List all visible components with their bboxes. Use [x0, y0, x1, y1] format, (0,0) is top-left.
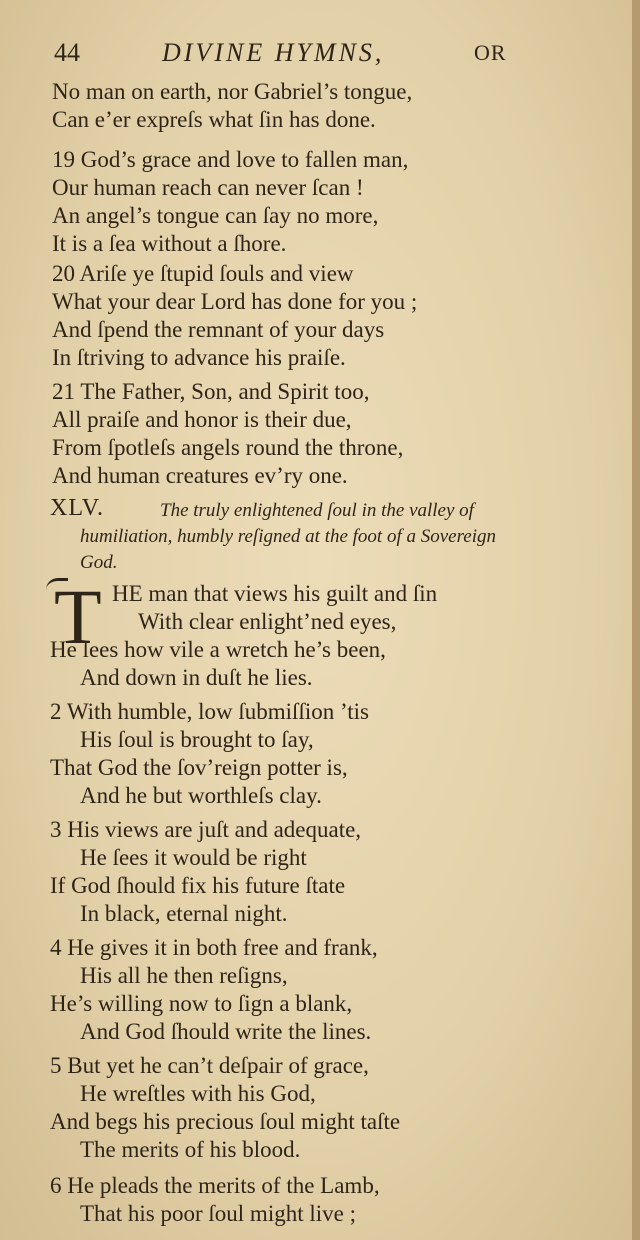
- verse-line: With clear enlight’ned eyes,: [138, 609, 397, 634]
- verse-line: Our human reach can never ſcan !: [52, 175, 364, 200]
- verse-line: That God the ſov’reign potter is,: [50, 755, 348, 780]
- verse-line: If God ſhould fix his future ſtate: [50, 873, 346, 898]
- verse-line: His all he then reſigns,: [80, 963, 288, 988]
- verse-line: 6 He pleads the merits of the Lamb,: [50, 1173, 380, 1198]
- hymn-number: XLV.: [50, 495, 105, 521]
- verse-line: And God ſhould write the lines.: [80, 1019, 372, 1044]
- verse-line: Can e’er expreſs what ſin has done.: [52, 107, 376, 132]
- verse-line: He ſees it would be right: [80, 845, 307, 870]
- verse-line: And begs his precious ſoul might taſte: [50, 1109, 401, 1134]
- verse-line: The merits of his blood.: [80, 1137, 301, 1162]
- hymn-title-line: humiliation, humbly reſigned at the foot of a Sovereign: [80, 526, 497, 547]
- verse-line: In ſtriving to advance his praiſe.: [52, 345, 346, 370]
- verse-line: 2 With humble, low ſubmiſſion ’tis: [50, 699, 369, 724]
- verse-line: 21 The Father, Son, and Spirit too,: [52, 379, 370, 404]
- verse-line: He ſees how vile a wretch he’s been,: [50, 637, 386, 662]
- running-title-or: OR: [474, 40, 507, 65]
- verse-line: 19 God’s grace and love to fallen man,: [52, 147, 409, 172]
- verse-line: All praiſe and honor is their due,: [52, 407, 352, 432]
- verse-line: And human creatures ev’ry one.: [52, 463, 348, 488]
- verse-line: It is a ſea without a ſhore.: [52, 231, 287, 256]
- hymn-title-line: The truly enlightened ſoul in the valley of: [160, 500, 474, 521]
- running-title: DIVINE HYMNS,: [162, 38, 385, 67]
- verse-line: From ſpotleſs angels round the throne,: [52, 435, 404, 460]
- verse-line: That his poor ſoul might live ;: [80, 1201, 356, 1226]
- verse-line: And down in duſt he lies.: [80, 665, 313, 690]
- running-header: [54, 38, 514, 72]
- verse-line: And he but worthleſs clay.: [80, 783, 322, 808]
- verse-line: 3 His views are juſt and adequate,: [50, 817, 362, 842]
- verse-line: And ſpend the remnant of your days: [52, 317, 385, 342]
- verse-line: His ſoul is brought to ſay,: [80, 727, 314, 752]
- drop-cap: T: [54, 573, 102, 660]
- verse-line: 20 Ariſe ye ſtupid ſouls and view: [52, 261, 354, 286]
- verse-line: What your dear Lord has done for you ;: [52, 289, 418, 314]
- verse-line: In black, eternal night.: [80, 901, 288, 926]
- hymn-title-line: God.: [80, 552, 118, 573]
- verse-line: 5 But yet he can’t deſpair of grace,: [50, 1053, 369, 1078]
- page-number: 44: [54, 38, 80, 67]
- verse-line: He’s willing now to ſign a blank,: [50, 991, 353, 1016]
- verse-line: He wreſtles with his God,: [80, 1081, 316, 1106]
- verse-line: An angel’s tongue can ſay no more,: [52, 203, 379, 228]
- page-gutter-shadow: [632, 0, 640, 1240]
- verse-line: HE man that views his guilt and ſin: [112, 581, 438, 606]
- verse-line: 4 He gives it in both free and frank,: [50, 935, 378, 960]
- verse-line: No man on earth, nor Gabriel’s tongue,: [52, 79, 413, 104]
